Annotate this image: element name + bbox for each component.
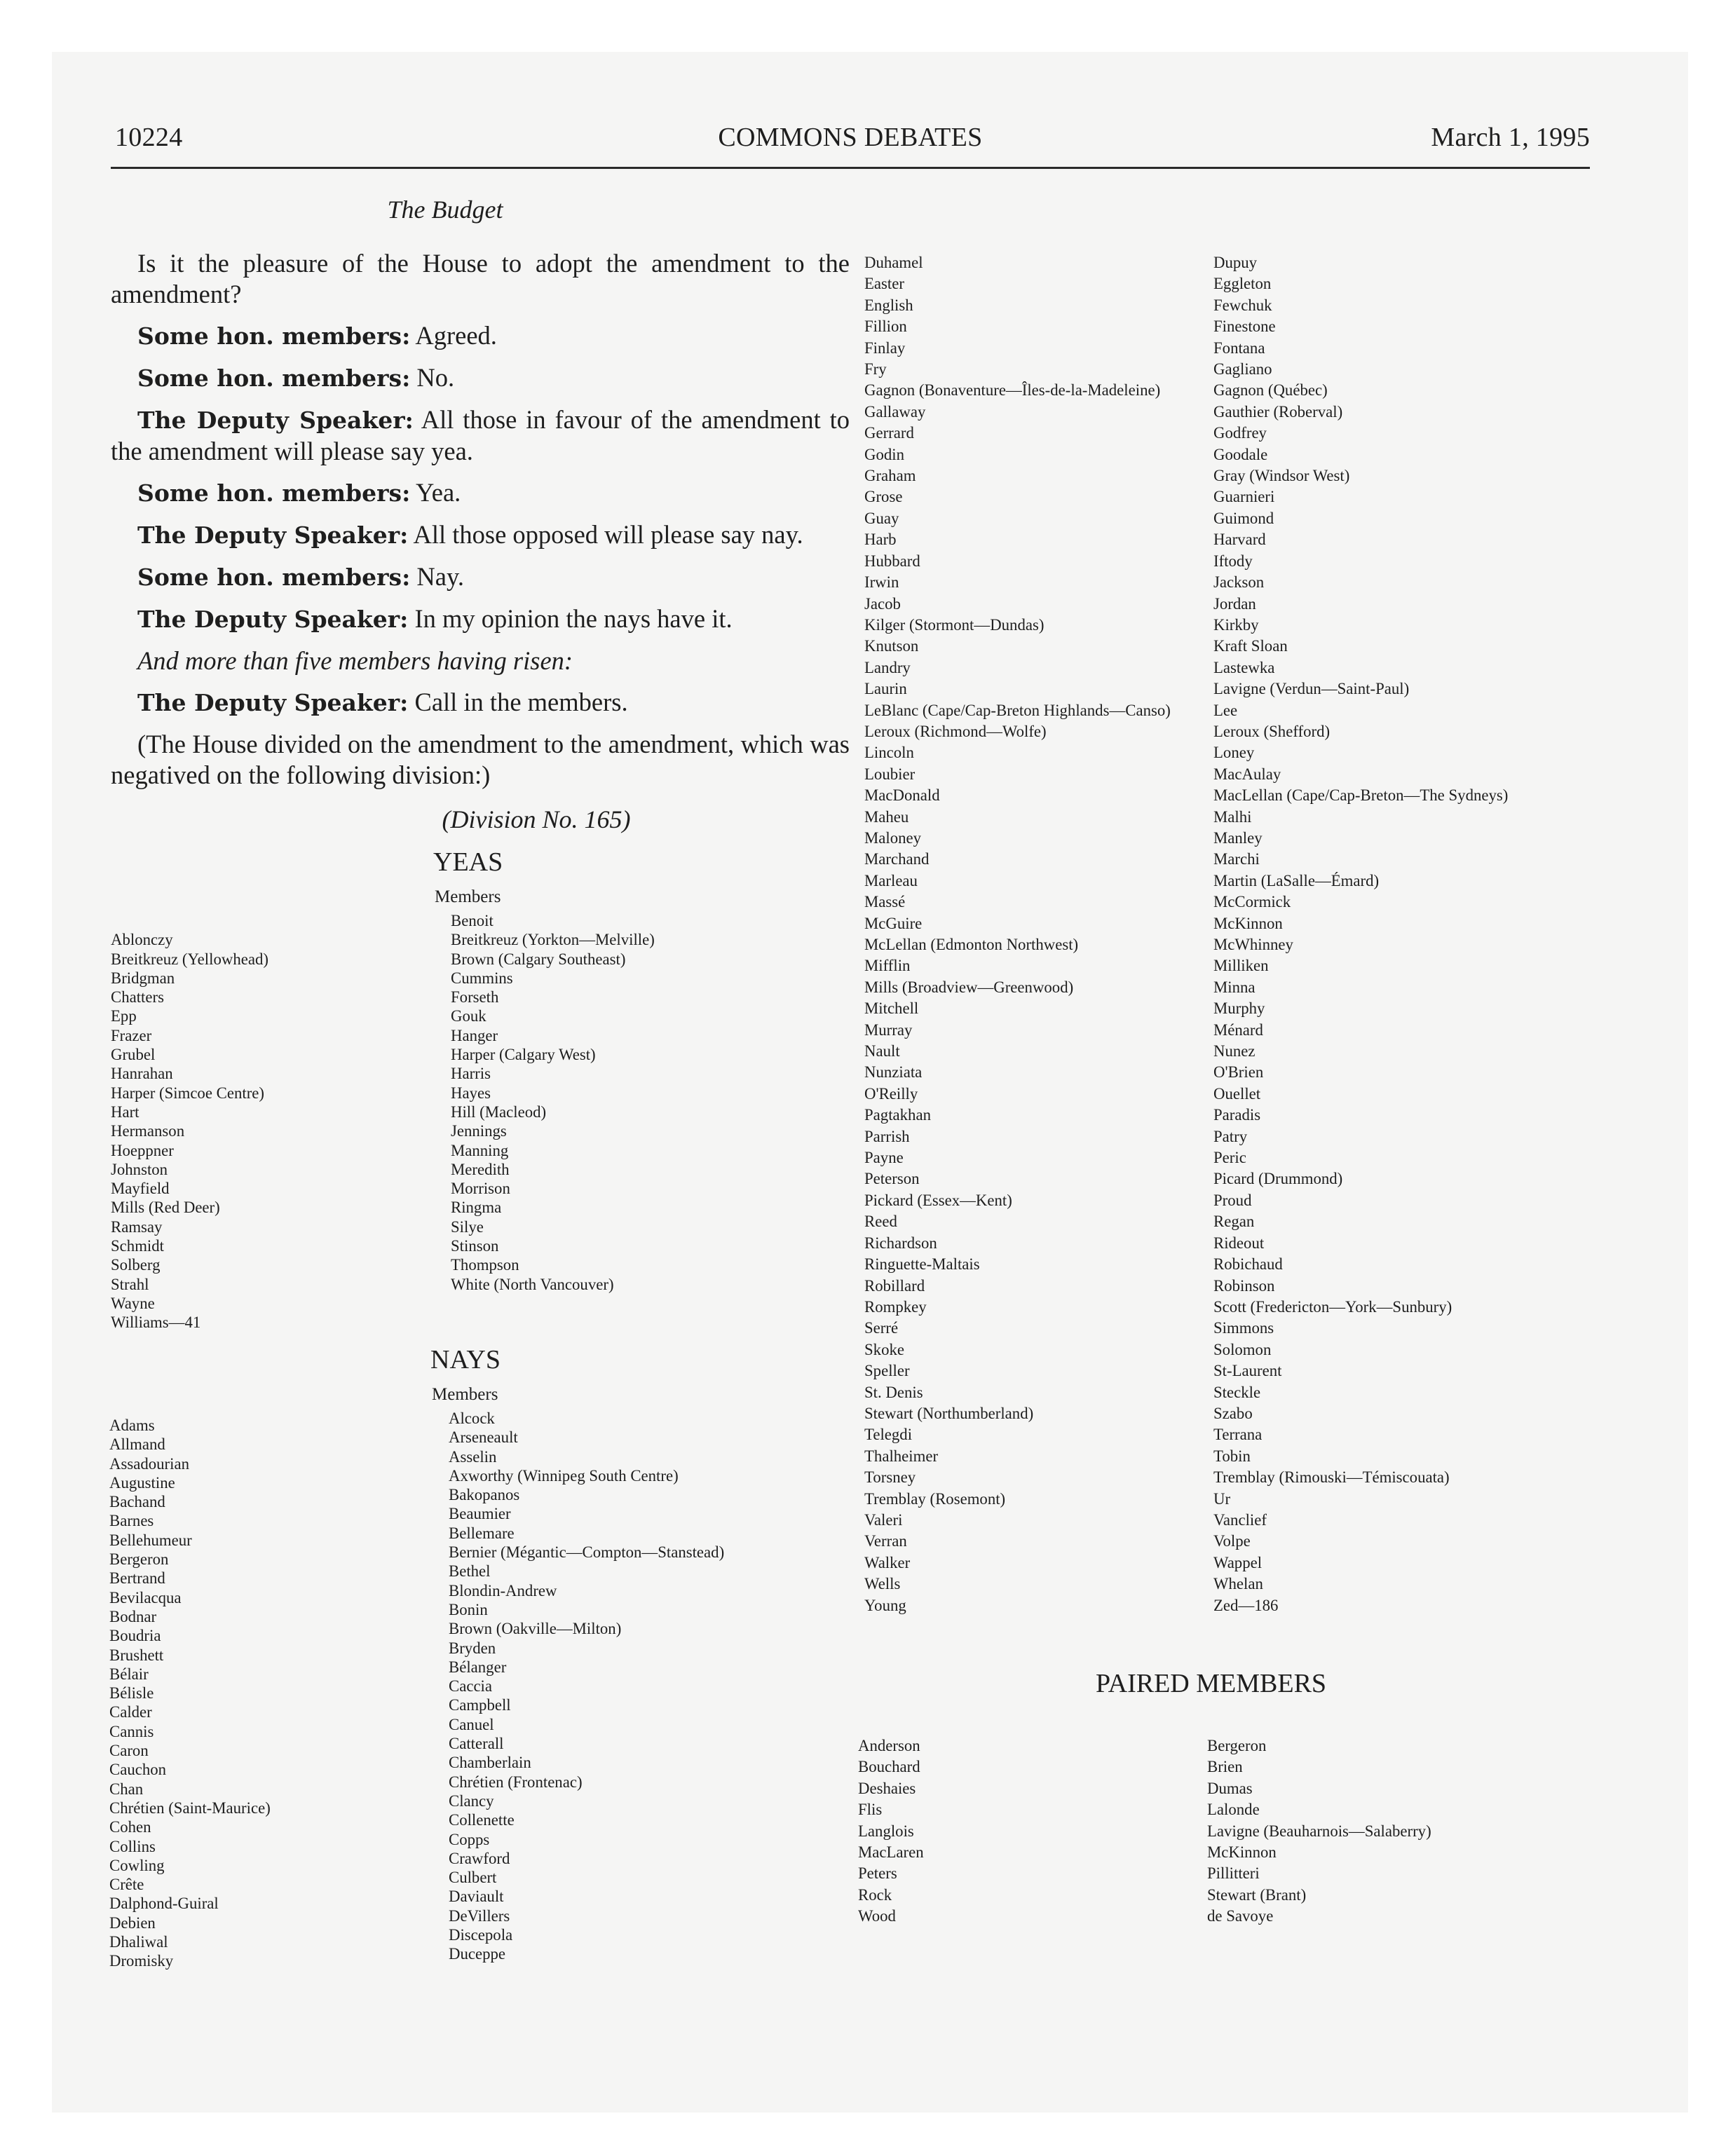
paragraph <box>111 603 850 635</box>
member-name: Gagnon (Bonaventure—Îles-de-la-Madeleine) <box>864 381 1161 400</box>
paragraph <box>111 646 850 676</box>
member-name: Bellehumeur <box>109 1531 192 1549</box>
member-name: Ringuette-Maltais <box>864 1255 980 1274</box>
member-name: Crête <box>109 1876 144 1894</box>
member-name: Stewart (Northumberland) <box>864 1404 1034 1422</box>
member-name: Telegdi <box>864 1426 913 1444</box>
yeas-members-label: Members <box>435 887 501 906</box>
member-name: Dhaliwal <box>109 1933 168 1951</box>
member-name: Schmidt <box>111 1237 164 1255</box>
member-name: Maheu <box>864 807 909 826</box>
member-name: Bertrand <box>109 1569 165 1588</box>
member-name: Peterson <box>864 1170 920 1188</box>
member-name: Beaumier <box>449 1505 511 1523</box>
yeas-heading: YEAS <box>433 847 503 877</box>
member-name: Milliken <box>1213 957 1269 975</box>
speaker-label: Some hon. members: <box>137 564 411 591</box>
nays-heading: NAYS <box>430 1345 501 1374</box>
member-name: Payne <box>864 1149 904 1167</box>
member-name: Maloney <box>864 828 922 847</box>
paragraph <box>111 477 850 509</box>
member-name: Landry <box>864 658 911 676</box>
member-name: Collenette <box>449 1811 515 1829</box>
member-name: Bevilacqua <box>109 1588 182 1606</box>
member-name: Bélair <box>109 1665 149 1683</box>
member-name: Nunziata <box>864 1063 923 1082</box>
paragraph-text: In my opinion the nays have it. <box>408 604 733 633</box>
member-name: Cohen <box>109 1818 151 1836</box>
member-name: Boudria <box>109 1627 161 1645</box>
member-name: Knutson <box>864 637 919 655</box>
member-name: Dalphond-Guiral <box>109 1895 219 1913</box>
paired-heading: PAIRED MEMBERS <box>1096 1669 1327 1698</box>
member-name: Hanrahan <box>111 1065 173 1083</box>
member-name: Daviault <box>449 1888 504 1906</box>
member-name: Lee <box>1213 701 1238 719</box>
member-name: Harb <box>864 531 897 549</box>
speaker-label: Some hon. members: <box>137 479 411 507</box>
member-name: Lavigne (Verdun—Saint-Paul) <box>1213 680 1410 698</box>
member-name: Forseth <box>451 988 499 1007</box>
speaker-label: The Deputy Speaker: <box>137 689 409 716</box>
member-name: Whelan <box>1213 1575 1263 1593</box>
member-name: Guay <box>864 509 899 527</box>
member-name: Guimond <box>1213 509 1274 527</box>
member-name: Zed—186 <box>1213 1596 1279 1614</box>
member-name: Robinson <box>1213 1276 1275 1295</box>
member-name: Brown (Oakville—Milton) <box>449 1620 622 1638</box>
paragraph-text: Agreed. <box>410 321 497 350</box>
member-name: Stinson <box>451 1237 499 1255</box>
nays-column-1 <box>109 1416 271 1971</box>
member-name: Manley <box>1213 828 1263 847</box>
member-name: Arseneault <box>449 1428 518 1447</box>
paragraph <box>111 362 850 394</box>
member-name: Hanger <box>451 1026 498 1044</box>
nays-column-4 <box>1213 252 1508 1616</box>
member-name: Calder <box>109 1703 152 1721</box>
member-name: Thalheimer <box>864 1447 939 1465</box>
member-name: Bélisle <box>109 1684 154 1703</box>
member-name: Szabo <box>1213 1404 1253 1422</box>
member-name: LeBlanc (Cape/Cap-Breton Highlands—Canso) <box>864 701 1171 719</box>
member-name: Wells <box>864 1575 901 1593</box>
member-name: Dumas <box>1207 1779 1253 1797</box>
member-name: Assadourian <box>109 1454 189 1473</box>
member-name: Finestone <box>1213 318 1276 336</box>
member-name: Manning <box>451 1141 509 1159</box>
nays-column-2 <box>449 1409 724 1964</box>
member-name: Hart <box>111 1103 140 1121</box>
member-name: Marleau <box>864 871 918 889</box>
member-name: McWhinney <box>1213 936 1293 953</box>
member-name: DeVillers <box>449 1906 510 1925</box>
speaker-label: The Deputy Speaker: <box>137 606 409 633</box>
member-name: Hubbard <box>864 552 920 570</box>
member-name: St. Denis <box>864 1383 923 1401</box>
member-name: Speller <box>864 1362 910 1380</box>
running-title: COMMONS DEBATES <box>718 123 983 152</box>
member-name: Fillion <box>864 318 907 336</box>
member-name: Cannis <box>109 1722 154 1740</box>
speaker-label: Some hon. members: <box>137 364 411 392</box>
nays-column-3 <box>864 252 1171 1616</box>
yeas-list <box>111 911 850 1332</box>
member-name: Rompkey <box>864 1297 927 1316</box>
member-name: Ménard <box>1213 1021 1263 1039</box>
member-name: Gauthier (Roberval) <box>1213 402 1343 421</box>
paragraph-text: All those opposed will please say nay. <box>408 520 803 549</box>
member-name: Kilger (Stormont—Dundas) <box>864 615 1045 634</box>
division-number: (Division No. 165) <box>442 805 631 833</box>
member-name: Goodale <box>1213 445 1268 463</box>
member-name: Alcock <box>449 1410 495 1427</box>
paragraph-text: Call in the members. <box>408 688 628 716</box>
member-name: Chatters <box>111 988 164 1007</box>
member-name: Allmand <box>109 1435 165 1454</box>
member-name: Dromisky <box>109 1952 174 1970</box>
member-name: Tobin <box>1213 1447 1251 1465</box>
member-name: Fontana <box>1213 339 1265 357</box>
member-name: Ablonczy <box>111 931 173 949</box>
paired-column-2 <box>1207 1735 1431 1928</box>
nays-members-label: Members <box>432 1385 498 1404</box>
member-name: Skoke <box>864 1340 904 1358</box>
member-name: Bakopanos <box>449 1486 520 1504</box>
member-name: Bodnar <box>109 1607 157 1625</box>
member-name: Martin (LaSalle—Émard) <box>1213 871 1380 889</box>
member-name: Terrana <box>1213 1426 1263 1444</box>
member-name: Bachand <box>109 1493 165 1511</box>
page-number: 10224 <box>115 123 183 152</box>
member-name: Discepola <box>449 1926 513 1944</box>
member-name: Marchi <box>1213 850 1260 868</box>
member-name: Johnston <box>111 1160 168 1178</box>
member-name: Patry <box>1213 1127 1248 1145</box>
member-name: Wayne <box>111 1294 155 1312</box>
member-name: Picard (Drummond) <box>1213 1170 1343 1188</box>
member-name: Bouchard <box>858 1758 920 1776</box>
member-name: Minna <box>1213 978 1256 996</box>
left-column <box>109 195 850 1970</box>
member-name: Young <box>864 1596 906 1614</box>
member-name: McLellan (Edmonton Northwest) <box>864 936 1079 953</box>
member-name: Lalonde <box>1207 1801 1260 1819</box>
member-name: Irwin <box>864 573 899 592</box>
member-name: Walker <box>864 1553 911 1571</box>
paragraph-text: Yea. <box>410 478 461 507</box>
member-name: Jackson <box>1213 573 1265 592</box>
speaker-label: The Deputy Speaker: <box>137 521 409 549</box>
member-name: Deshaies <box>858 1779 916 1797</box>
member-name: Ringma <box>451 1199 502 1217</box>
member-name: Breitkreuz (Yellowhead) <box>111 950 268 968</box>
member-name: O'Brien <box>1213 1063 1264 1082</box>
member-name: Iftody <box>1213 552 1253 570</box>
member-name: Chrétien (Saint-Maurice) <box>109 1799 271 1817</box>
member-name: Langlois <box>858 1822 914 1840</box>
member-name: Cummins <box>451 969 513 987</box>
member-name: McGuire <box>864 914 923 932</box>
member-name: Chrétien (Frontenac) <box>449 1773 583 1791</box>
member-name: Bergeron <box>1207 1737 1267 1754</box>
paragraph-text: Is it the pleasure of the House to adopt the amendment to the amendment? <box>111 249 850 308</box>
member-name: Anderson <box>858 1737 920 1754</box>
member-name: Lastewka <box>1213 658 1275 676</box>
member-name: Strahl <box>111 1275 149 1293</box>
member-name: Gouk <box>451 1007 487 1025</box>
member-name: Gagnon (Québec) <box>1213 381 1328 400</box>
member-name: Rideout <box>1213 1234 1265 1252</box>
member-name: Proud <box>1213 1191 1252 1209</box>
member-name: Kirkby <box>1213 615 1259 634</box>
paragraph-text: (The House divided on the amendment to the amendment, which was negatived on the following division:) <box>111 730 850 789</box>
member-name: Breitkreuz (Yorkton—Melville) <box>451 931 655 949</box>
member-name: Pagtakhan <box>864 1106 931 1124</box>
member-name: Frazer <box>111 1026 152 1044</box>
paragraph <box>111 561 850 593</box>
member-name: Asselin <box>449 1447 497 1466</box>
paragraph-text: All those in favour of the amendment to the amendment will please say yea. <box>111 405 850 465</box>
member-name: Regan <box>1213 1213 1255 1231</box>
member-name: Culbert <box>449 1869 497 1887</box>
member-name: Ramsay <box>111 1217 163 1236</box>
member-name: Mills (Red Deer) <box>111 1199 220 1217</box>
member-name: Marchand <box>864 850 930 868</box>
member-name: Mitchell <box>864 999 919 1018</box>
member-name: Massé <box>864 893 906 911</box>
member-name: Peters <box>858 1864 897 1883</box>
member-name: Mayfield <box>111 1180 170 1198</box>
member-name: Copps <box>449 1830 490 1848</box>
member-name: Barnes <box>109 1512 154 1530</box>
member-name: Scott (Fredericton—York—Sunbury) <box>1213 1297 1452 1316</box>
member-name: Brien <box>1207 1758 1243 1776</box>
member-name: Dupuy <box>1213 254 1258 271</box>
member-name: Bethel <box>449 1562 491 1581</box>
member-name: Debien <box>109 1913 156 1932</box>
member-name: Jennings <box>451 1122 507 1140</box>
speaker-label: The Deputy Speaker: <box>137 407 414 434</box>
member-name: McKinnon <box>1213 914 1283 932</box>
paragraph-text: No. <box>410 363 455 392</box>
member-name: Malhi <box>1213 807 1252 826</box>
member-name: Murray <box>864 1021 913 1039</box>
member-name: Morrison <box>451 1180 510 1198</box>
member-name: Brown (Calgary Southeast) <box>451 950 626 968</box>
member-name: Easter <box>864 275 904 293</box>
paired-column-1 <box>858 1735 924 1928</box>
member-name: Campbell <box>449 1696 511 1714</box>
member-name: Jordan <box>1213 594 1256 613</box>
member-name: Harvard <box>1213 531 1266 549</box>
member-name: Hill (Macleod) <box>451 1103 547 1121</box>
member-name: Parrish <box>864 1127 910 1145</box>
document-page <box>111 119 1590 2082</box>
member-name: Duceppe <box>449 1945 506 1963</box>
member-name: Nault <box>864 1042 900 1060</box>
paragraph <box>111 320 850 352</box>
member-name: Solberg <box>111 1256 161 1274</box>
member-name <box>111 911 268 930</box>
member-name: Stewart (Brant) <box>1207 1885 1307 1904</box>
member-name: Reed <box>864 1213 897 1231</box>
member-name: Richardson <box>864 1234 937 1252</box>
member-name: Jacob <box>864 594 901 613</box>
member-name: Wappel <box>1213 1553 1263 1571</box>
member-name: Bergeron <box>109 1550 169 1569</box>
member-name: Cauchon <box>109 1761 167 1779</box>
member-name: Williams—41 <box>111 1314 201 1332</box>
member-name: Tremblay (Rosemont) <box>864 1489 1006 1508</box>
paragraph <box>111 729 850 791</box>
member-name: Leroux (Shefford) <box>1213 722 1331 740</box>
member-name: Caron <box>109 1742 149 1760</box>
member-name: Canuel <box>449 1715 494 1733</box>
member-name: Pickard (Essex—Kent) <box>864 1191 1012 1209</box>
member-name: Bridgman <box>111 969 175 987</box>
member-name: Robichaud <box>1213 1255 1283 1274</box>
member-name: Verran <box>864 1532 907 1550</box>
member-name: Murphy <box>1213 999 1265 1018</box>
member-name: Flis <box>858 1801 883 1819</box>
member-name: Hermanson <box>111 1122 185 1140</box>
member-name: Bernier (Mégantic—Compton—Stanstead) <box>449 1543 725 1562</box>
member-name: Valeri <box>864 1510 903 1529</box>
member-name: Loubier <box>864 765 916 783</box>
member-name: Peric <box>1213 1149 1246 1167</box>
member-name: Clancy <box>449 1792 494 1810</box>
member-name: Bryden <box>449 1639 496 1657</box>
paragraph <box>111 404 850 467</box>
member-name: Steckle <box>1213 1383 1261 1401</box>
member-name: Solomon <box>1213 1340 1272 1358</box>
member-name: Nunez <box>1213 1042 1256 1060</box>
member-name: Fry <box>864 360 887 378</box>
member-name: de Savoye <box>1207 1907 1274 1925</box>
member-name: Adams <box>109 1417 155 1434</box>
section-heading: The Budget <box>387 196 503 224</box>
page-date: March 1, 1995 <box>1431 123 1590 152</box>
member-name: Mills (Broadview—Greenwood) <box>864 978 1074 996</box>
member-name: Gallaway <box>864 402 926 421</box>
member-name: McKinnon <box>1207 1843 1277 1862</box>
member-name: Godfrey <box>1213 424 1267 442</box>
member-name: O'Reilly <box>864 1084 918 1103</box>
member-name: Collins <box>109 1837 156 1855</box>
member-name: Bellemare <box>449 1524 515 1542</box>
member-name: Leroux (Richmond—Wolfe) <box>864 722 1047 740</box>
debate-transcript <box>111 248 850 791</box>
member-name: Crawford <box>449 1849 510 1867</box>
member-name: Paradis <box>1213 1106 1261 1124</box>
member-name: Fewchuk <box>1213 296 1272 314</box>
member-name: Simmons <box>1213 1319 1274 1337</box>
member-name: Gray (Windsor West) <box>1213 467 1350 485</box>
member-name: Thompson <box>451 1256 519 1274</box>
member-name: Epp <box>111 1007 137 1025</box>
member-name: MacDonald <box>864 786 940 805</box>
member-name: Vanclief <box>1213 1510 1267 1529</box>
member-name: Harper (Simcoe Centre) <box>111 1084 265 1102</box>
member-name: Bélanger <box>449 1658 507 1676</box>
yeas-column-2 <box>451 911 655 1294</box>
speaker-label: Some hon. members: <box>137 322 411 350</box>
member-name: Pillitteri <box>1207 1864 1260 1883</box>
member-name: Ur <box>1213 1489 1231 1508</box>
member-name: Chan <box>109 1780 144 1798</box>
member-name: Axworthy (Winnipeg South Centre) <box>449 1466 679 1485</box>
member-name: Cowling <box>109 1856 165 1874</box>
paragraph <box>111 687 850 718</box>
member-name: Duhamel <box>864 254 923 271</box>
member-name: Godin <box>864 445 904 463</box>
member-name: McCormick <box>1213 893 1291 911</box>
member-name: Tremblay (Rimouski—Témiscouata) <box>1213 1468 1450 1487</box>
member-name: Guarnieri <box>1213 488 1275 506</box>
member-name: Bonin <box>449 1600 488 1618</box>
member-name: Torsney <box>864 1468 916 1487</box>
member-name: Grubel <box>111 1046 156 1064</box>
member-name: MacLaren <box>858 1843 924 1862</box>
member-name: Silye <box>451 1217 484 1236</box>
paragraph-text: Nay. <box>410 562 464 591</box>
paragraph <box>111 248 850 310</box>
member-name: Ouellet <box>1213 1084 1261 1103</box>
paragraph <box>111 519 850 551</box>
member-name: St-Laurent <box>1213 1362 1282 1380</box>
member-name: Brushett <box>109 1646 164 1664</box>
member-name: Grose <box>864 488 903 506</box>
member-name: Caccia <box>449 1677 493 1696</box>
member-name: English <box>864 296 913 314</box>
member-name: MacAulay <box>1213 765 1281 783</box>
member-name: Eggleton <box>1213 275 1272 293</box>
member-name: Catterall <box>449 1735 504 1753</box>
member-name: Meredith <box>451 1160 510 1178</box>
member-name: Lincoln <box>864 744 914 762</box>
paragraph-text: And more than five members having risen: <box>137 646 573 675</box>
member-name: Serré <box>864 1319 899 1337</box>
member-name: Augustine <box>109 1473 175 1492</box>
member-name: Volpe <box>1213 1532 1251 1550</box>
member-name: Hayes <box>451 1084 491 1102</box>
member-name: Hoeppner <box>111 1141 174 1159</box>
member-name: Blondin-Andrew <box>449 1581 557 1599</box>
member-name: Robillard <box>864 1276 925 1295</box>
yeas-column-1 <box>111 911 268 1332</box>
member-name: Laurin <box>864 680 907 698</box>
member-name: Chamberlain <box>449 1754 531 1772</box>
member-name: Rock <box>858 1885 892 1904</box>
member-name: Finlay <box>864 339 906 357</box>
header-rule <box>111 167 1590 169</box>
member-name: Kraft Sloan <box>1213 637 1288 655</box>
member-name: Gerrard <box>864 424 914 442</box>
member-name: Benoit <box>451 912 494 929</box>
member-name: Gagliano <box>1213 360 1272 378</box>
member-name: White (North Vancouver) <box>451 1275 614 1293</box>
member-name: Graham <box>864 467 916 485</box>
member-name: Harper (Calgary West) <box>451 1046 596 1064</box>
member-name: MacLellan (Cape/Cap-Breton—The Sydneys) <box>1213 786 1509 805</box>
member-name: Wood <box>858 1907 896 1925</box>
member-name: Mifflin <box>864 957 911 975</box>
member-name: Lavigne (Beauharnois—Salaberry) <box>1207 1822 1431 1840</box>
member-name: Harris <box>451 1065 491 1083</box>
member-name: Loney <box>1213 744 1255 762</box>
